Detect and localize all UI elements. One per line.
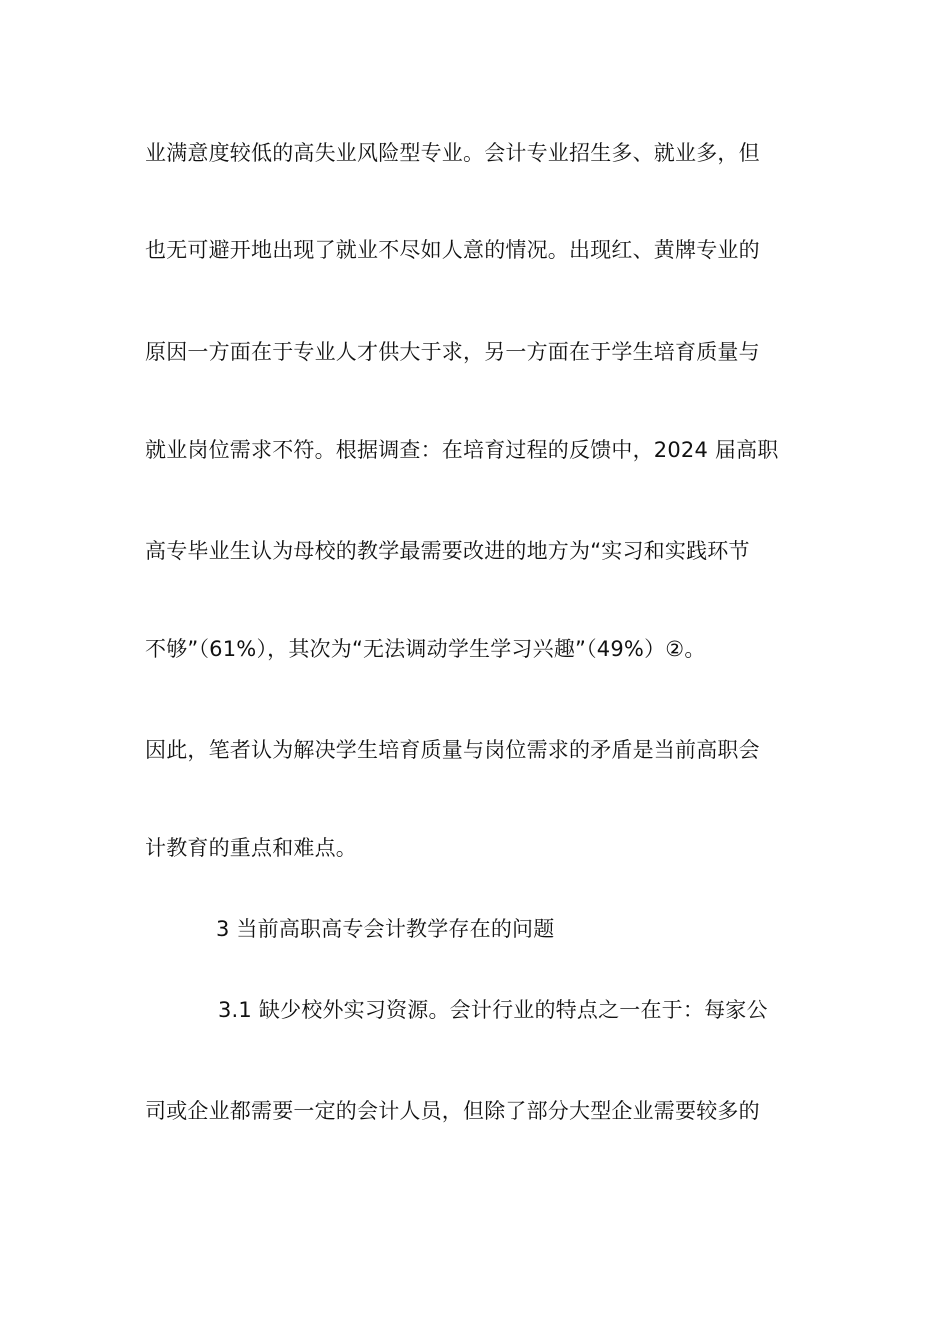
paragraph-line: 司或企业都需要一定的会计人员，但除了部分大型企业需要较多的 — [145, 1099, 760, 1123]
paragraph-line: 原因一方面在于专业人才供大于求，另一方面在于学生培育质量与 — [145, 340, 760, 364]
section-heading: 3 当前高职高专会计教学存在的问题 — [216, 917, 555, 941]
paragraph-line: 也无可避开地出现了就业不尽如人意的情况。出现红、黄牌专业的 — [145, 238, 760, 262]
paragraph-line: 就业岗位需求不符。根据调查：在培育过程的反馈中，2024 届高职 — [145, 438, 779, 462]
paragraph-line: 业满意度较低的高失业风险型专业。会计专业招生多、就业多，但 — [145, 141, 760, 165]
paragraph-line: 高专毕业生认为母校的教学最需要改进的地方为“实习和实践环节 — [145, 539, 750, 563]
subsection-heading-line: 3.1 缺少校外实习资源。会计行业的特点之一在于：每家公 — [218, 998, 768, 1022]
paragraph-line: 不够”（61%），其次为“无法调动学生学习兴趣”（49%）②。 — [145, 637, 706, 661]
paragraph-line: 因此，笔者认为解决学生培育质量与岗位需求的矛盾是当前高职会 — [145, 738, 760, 762]
paragraph-line: 计教育的重点和难点。 — [145, 836, 357, 860]
